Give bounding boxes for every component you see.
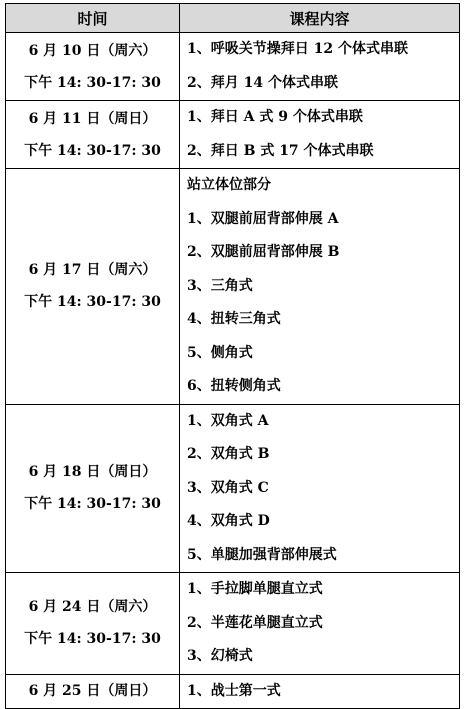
list-item: 5、侧角式 (187, 344, 253, 361)
list-item: 2、拜日 B 式 17 个体式串联 (187, 142, 374, 159)
list-item: 1、战士第一式 (187, 682, 281, 699)
table-row (6, 169, 460, 405)
list-item: 6、扭转侧角式 (187, 378, 281, 394)
time-cell (6, 404, 180, 573)
time-cell (6, 674, 180, 709)
table-row (6, 33, 460, 101)
date-text: 6 月 10 日（周六） (28, 42, 157, 59)
list-item: 3、双角式 C (187, 479, 269, 496)
time-text: 下午 14: 30-17: 30 (24, 74, 161, 91)
list-item: 3、幻椅式 (187, 648, 253, 664)
table-row (6, 573, 460, 675)
time-cell (6, 101, 180, 169)
content-cell (180, 169, 460, 405)
time-text: 下午 14: 30-17: 30 (24, 142, 161, 159)
list-item: 5、单腿加强背部伸展式 (187, 546, 337, 563)
list-item: 站立体位部分 (187, 177, 271, 193)
list-item: 4、扭转三角式 (187, 311, 281, 327)
date-text: 6 月 25 日（周日） (28, 683, 157, 700)
time-cell (6, 33, 180, 101)
schedule-table (5, 3, 460, 709)
list-item: 1、拜日 A 式 9 个体式串联 (187, 109, 363, 125)
content-cell (180, 573, 460, 675)
list-item: 4、双角式 D (187, 513, 270, 529)
list-item: 2、双腿前屈背部伸展 B (187, 244, 340, 260)
content-cell (180, 404, 460, 573)
list-item: 2、双角式 B (187, 446, 270, 462)
time-text: 下午 14: 30-17: 30 (24, 496, 161, 513)
header-row (6, 4, 460, 33)
date-text: 6 月 18 日（周日） (28, 464, 157, 481)
list-item: 3、三角式 (187, 277, 253, 294)
content-cell (180, 674, 460, 709)
list-item: 2、拜月 14 个体式串联 (187, 74, 338, 91)
content-cell (180, 101, 460, 169)
list-item: 1、手拉脚单腿直立式 (187, 581, 323, 597)
time-text: 下午 14: 30-17: 30 (24, 294, 161, 311)
table-row (6, 101, 460, 169)
header-content: 课程内容 (180, 4, 460, 33)
time-cell (6, 169, 180, 405)
content-cell (180, 33, 460, 101)
time-text: 下午 14: 30-17: 30 (24, 631, 161, 648)
table-row (6, 404, 460, 573)
list-item: 2、半莲花单腿直立式 (187, 614, 323, 631)
table-row (6, 674, 460, 709)
date-text: 6 月 11 日（周日） (28, 110, 157, 127)
date-text: 6 月 17 日（周六） (28, 262, 157, 279)
list-item: 1、呼吸关节操拜日 12 个体式串联 (187, 41, 408, 57)
list-item: 1、双腿前屈背部伸展 A (187, 210, 339, 227)
list-item: 1、双角式 A (187, 412, 269, 429)
time-cell (6, 573, 180, 675)
header-time: 时间 (6, 4, 180, 33)
date-text: 6 月 24 日（周六） (28, 599, 157, 616)
